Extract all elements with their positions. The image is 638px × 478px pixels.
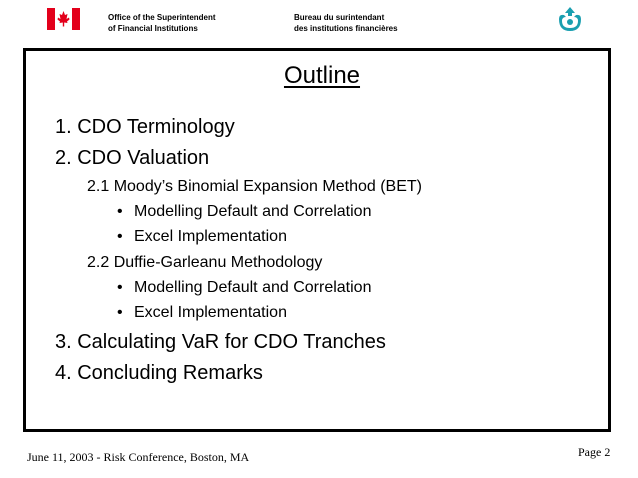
- slide-header: [0, 0, 638, 40]
- outline-bullet-item: [117, 228, 287, 246]
- org-en-line1: Office of the Superintendent: [108, 13, 216, 22]
- footer-event-info: June 11, 2003 - Risk Conference, Boston, MA: [27, 450, 250, 464]
- bullet-glyph: •: [117, 304, 123, 321]
- outline-item: 2. CDO Valuation: [55, 147, 210, 169]
- bullet-glyph: •: [117, 203, 123, 220]
- org-name-english: [108, 12, 216, 34]
- outline-bullet-text: Modelling Default and Correlation: [134, 279, 372, 296]
- org-fr-line2: des institutions financières: [294, 24, 398, 33]
- outline-bullet-text: Excel Implementation: [134, 228, 287, 245]
- org-en-line2: of Financial Institutions: [108, 24, 198, 33]
- outline-item: 1. CDO Terminology: [55, 116, 235, 138]
- bullet-glyph: •: [117, 279, 123, 296]
- outline-bullet-item: [117, 203, 371, 221]
- outline-subitem: 2.2 Duffie-Garleanu Methodology: [87, 254, 323, 271]
- outline-bullet-text: Modelling Default and Correlation: [134, 203, 372, 220]
- org-fr-line1: Bureau du surintendant: [294, 13, 385, 22]
- outline-subitem: 2.1 Moody’s Binomial Expansion Method (BET): [87, 178, 422, 195]
- org-name-french: [294, 12, 398, 34]
- slide-title: [0, 62, 638, 90]
- outline-bullet-item: [117, 279, 371, 297]
- page-number: Page 2: [578, 445, 611, 459]
- osfi-logo-icon: [556, 6, 584, 32]
- outline-bullet-text: Excel Implementation: [134, 304, 287, 321]
- outline-item: 4. Concluding Remarks: [55, 362, 263, 384]
- outline-bullet-item: [117, 304, 287, 322]
- bullet-glyph: •: [117, 228, 123, 245]
- canada-flag-icon: [47, 8, 80, 30]
- outline-item: 3. Calculating VaR for CDO Tranches: [55, 331, 386, 353]
- slide-title-text: Outline: [283, 62, 361, 89]
